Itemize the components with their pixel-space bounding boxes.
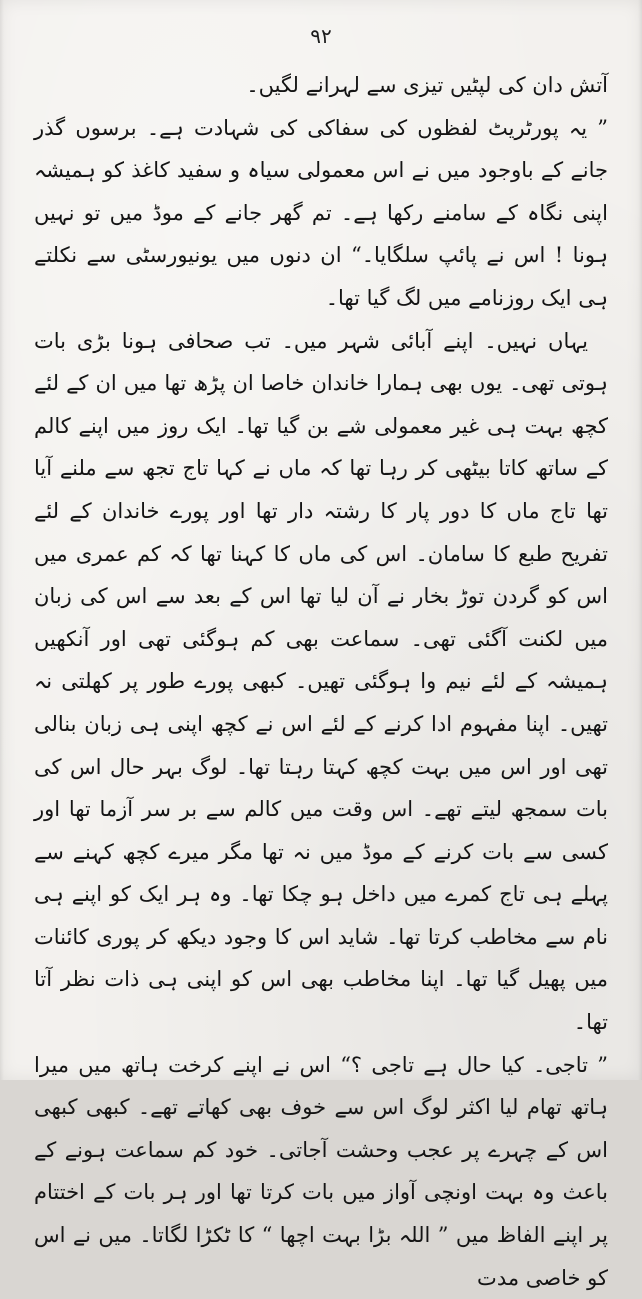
paragraph-4: ” تاجی۔ کیا حال ہے تاجی ؟“ اس نے اپنے کرخت ہاتھ میں میرا ہاتھ تھام لیا اکثر لوگ اس سے خوف بھی کھاتے تھے۔ کبھی کبھی اس کے چہرے پر عجب وحشت آجاتی۔ خود کم سماعت ہونے کے باعث وہ بہت اونچی آواز میں بات کرتا تھا اور ہر بات کے اختتام پر اپنے الفاظ میں ” اللہ بڑا بہت اچھا “ کا ٹکڑا لگاتا۔ میں نے اس کو خاصی مدت [34,1052,608,1290]
page-edge-shadow-right [638,0,642,1080]
page-edge-shadow-left [0,0,4,1080]
paragraph-1: آتش دان کی لپٹیں تیزی سے لہرانے لگیں۔ [246,73,608,97]
paragraph-2: ” یہ پورٹریٹ لفظوں کی سفاکی کی شہادت ہے۔ برسوں گذر جانے کے باوجود میں نے اس معمولی سیاہ و سفید کاغذ کو ہمیشہ اپنی نگاہ کے سامنے رکھا ہے۔ تم گھر جانے کے موڈ میں تو نہیں ہونا ! اس نے پائپ سلگایا۔“ ان دنوں میں یونیورسٹی سے نکلتے ہی ایک روزنامے میں لگ گیا تھا۔ [34,115,608,310]
paragraph-3: یہاں نہیں۔ اپنے آبائی شہر میں۔ تب صحافی ہونا بڑی بات ہوتی تھی۔ یوں بھی ہمارا خاندان خاصا ان پڑھ تھا میں ان کے لئے کچھ بہت ہی غیر معمولی شے بن گیا تھا۔ ایک روز میں اپنے کالم کے ساتھ کاتا بیٹھی کر رہا تھا کہ ماں نے کہا تاج تجھ سے ملنے آیا تھا تاج ماں کا دور پار کا رشتہ دار تھا اور پورے خاندان کے لئے تفریح طبع کا سامان۔ اس کی ماں کا کہنا تھا کہ کم عمری میں اس کو گردن توڑ بخار نے آن لیا تھا اس کے بعد سے اس کی زبان میں لکنت آگئی تھی۔ سماعت بھی کم ہوگئی تھی اور آنکھیں ہمیشہ کے لئے نیم وا ہوگئی تھیں۔ کبھی پورے طور پر کھلتی نہ تھیں۔ اپنا مفہوم ادا کرنے کے لئے اس نے کچھ اپنی ہی زبان بنالی تھی اور اس میں بہت کچھ کہتا رہتا تھا۔ لوگ بہر حال اس کی بات سمجھ لیتے تھے۔ اس وقت میں کالم سے بر سر آزما تھا اور کسی سے بات کرنے کے موڈ میں نہ تھا مگر میرے کچھ کہنے سے پہلے ہی تاج کمرے میں داخل ہو چکا تھا۔ وہ ہر ایک کو اپنے ہی نام سے مخاطب کرتا تھا۔ شاید اس کا وجود دیکھ کر پوری کائنات میں پھیل گیا تھا۔ اپنا مخاطب بھی اس کو اپنی ہی ذات نظر آتا تھا۔ [34,328,608,1035]
page-body-text [34,64,608,1299]
page-number: ۹۲ [310,24,332,48]
